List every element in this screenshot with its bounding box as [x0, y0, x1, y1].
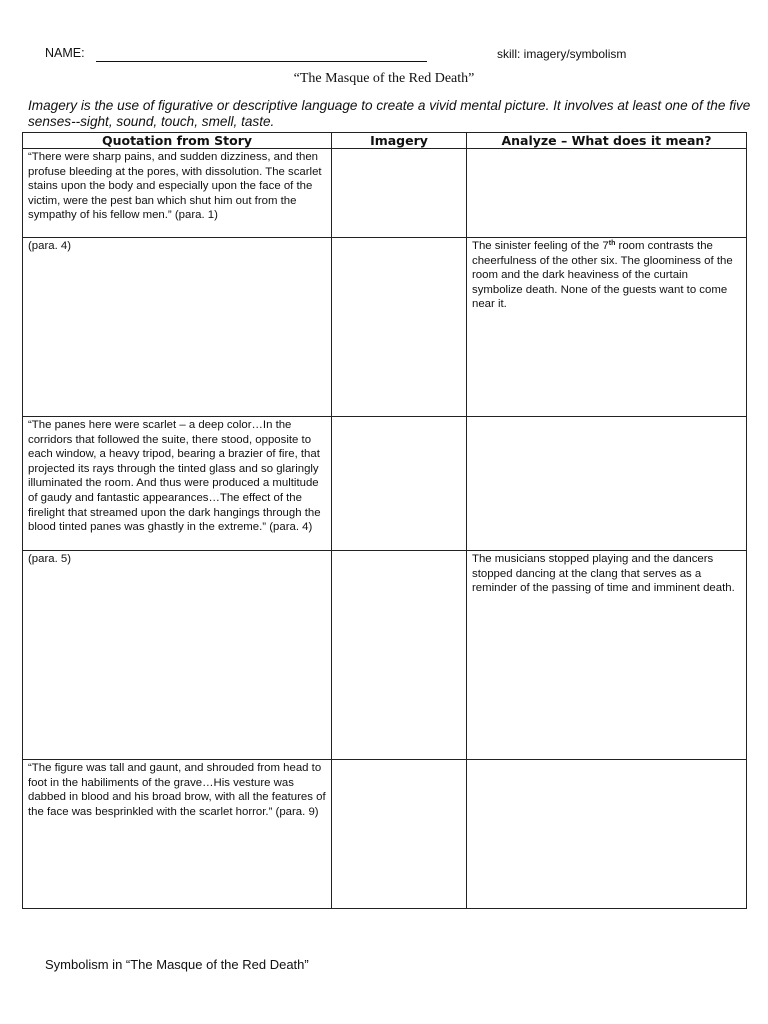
table-header-row [23, 133, 747, 149]
imagery-cell[interactable] [332, 238, 467, 417]
column-header-quotation: Quotation from Story [23, 133, 332, 149]
analysis-cell[interactable] [467, 417, 747, 551]
skill-label: skill: imagery/symbolism [497, 47, 627, 61]
imagery-definition: Imagery is the use of figurative or descriptive language to create a vivid mental picture. It involves at least one of the five senses--sight, sound, touch, smell, taste. [28, 98, 751, 129]
imagery-cell[interactable] [332, 760, 467, 909]
table-row [23, 417, 747, 551]
table-row [23, 149, 747, 238]
table-row [23, 551, 747, 760]
quote-cell: “The panes here were scarlet – a deep color…In the corridors that followed the suite, there stood, opposite to each window, a heavy tripod, bearing a brazier of fire, that projected its rays through the tinted glass and so glaringly illuminated the room. And thus were produced a multitude of gaudy and fantastic appearances…The effect of the firelight that streamed upon the dark hangings through the blood tinted panes was ghastly in the extreme.” (para. 4) [23, 417, 332, 551]
analysis-text: The sinister feeling of the 7 [472, 240, 609, 252]
name-blank-line[interactable] [96, 61, 427, 62]
table-row [23, 238, 747, 417]
imagery-worksheet-table [22, 132, 747, 909]
analysis-text-continued: room contrasts the cheerfulness of the other six. The gloominess of the room and the dark heaviness of the curtain symbolize death. None of the guests want to come near it. [472, 240, 733, 311]
quote-cell: “The figure was tall and gaunt, and shrouded from head to foot in the habiliments of the grave…His vesture was dabbed in blood and his broad brow, with all the features of the face was besprinkled with the scarlet horror.” (para. 9) [23, 760, 332, 909]
analysis-text: The musicians stopped playing and the dancers stopped dancing at the clang that serves as a reminder of the passing of time and imminent death. [472, 553, 735, 595]
analysis-cell[interactable] [467, 760, 747, 909]
column-header-analysis: Analyze – What does it mean? [467, 133, 747, 149]
quote-cell: (para. 4) [23, 238, 332, 417]
analysis-cell[interactable] [467, 551, 747, 760]
table-row [23, 760, 747, 909]
ordinal-suffix: th [608, 240, 616, 247]
imagery-cell[interactable] [332, 417, 467, 551]
analysis-cell[interactable] [467, 238, 747, 417]
document-title: “The Masque of the Red Death” [293, 71, 475, 86]
analysis-cell[interactable] [467, 149, 747, 238]
imagery-cell[interactable] [332, 149, 467, 238]
column-header-imagery: Imagery [332, 133, 467, 149]
name-label: NAME: [45, 46, 85, 60]
quote-cell: (para. 5) [23, 551, 332, 760]
imagery-cell[interactable] [332, 551, 467, 760]
quote-cell: “There were sharp pains, and sudden dizziness, and then profuse bleeding at the pores, with dissolution. The scarlet stains upon the body and especially upon the face of the victim, were the pest ban which shut him out from the sympathy of his fellow men.” (para. 1) [23, 149, 332, 238]
symbolism-section-heading: Symbolism in “The Masque of the Red Death” [45, 957, 309, 972]
